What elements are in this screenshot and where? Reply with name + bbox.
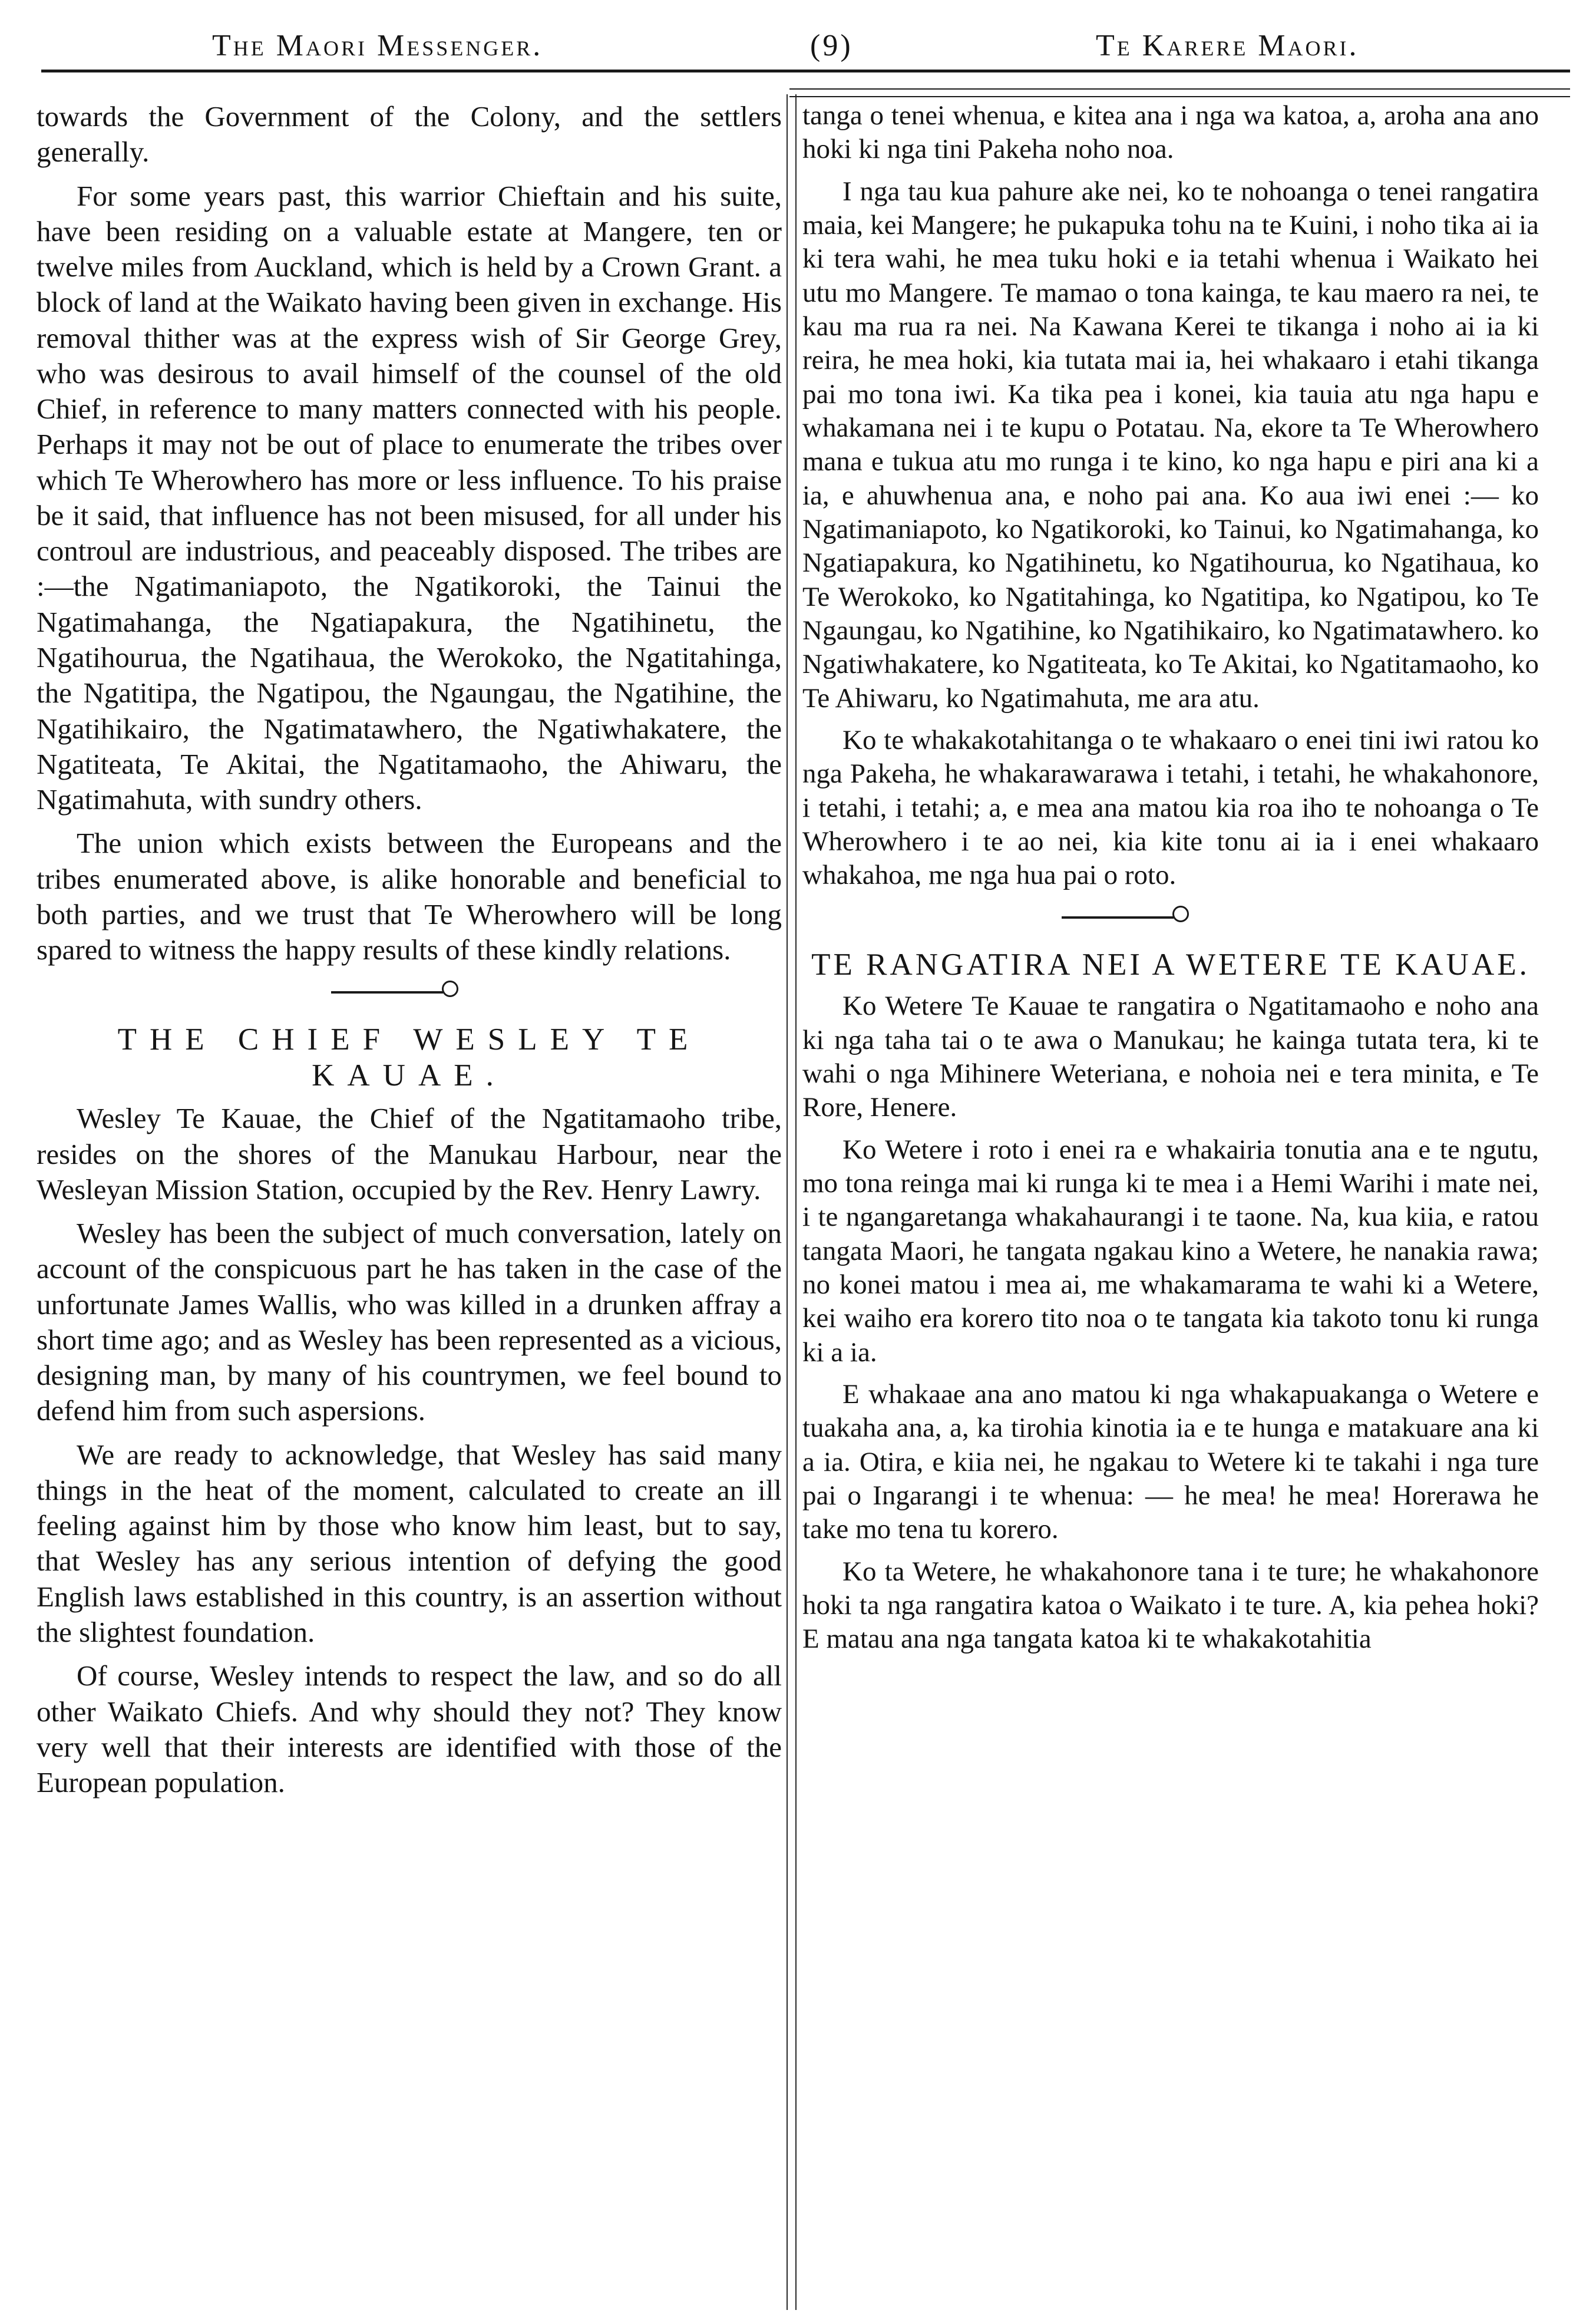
maori-column [802,99,1539,1656]
maori-paragraph-2: I nga tau kua pahure ake nei, ko te nohoanga o tenei rangatira maia, kei Mangere; he pukapuka tohu na te Kuini, i noho tika ai ia ki tera wahi, he mea tuku hoki e ia tetahi whenua i Waikato hei utu mo Mangere. Te mamao o tona kainga, te kau maero ra nei, te kau ma rua ra nei. Na Kawana Kerei te tikanga i noho ai ia ki reira, he mea hoki, kia tutata mai ia, hei whakaaro i etahi tikanga pai mo tona iwi. Ka tika pea i konei, kia tauia atu nga hapu e whakamana nei i te kupu o Potatau. Na, ekore ta Te Wherowhero mana e tukua atu mo runga i te kino, ko nga hapu e piri ana ki a ia, e ahuwhenua ana, e noho pai ana. Ko aua iwi enei :— ko Ngatimaniapoto, ko Ngatikoroki, ko Tainui, ko Ngatimahanga, ko Ngatiapakura, ko Ngatihinetu, ko Ngatihourua, ko Ngatihaua, ko Te Werokoko, ko Ngatitahinga, ko Ngatitipa, ko Ngatipou, ko Te Ngaungau, ko Ngatihine, ko Ngatihikairo, ko Ngatimatawhero. ko Ngatiwhakatere, ko Ngatiteata, ko Te Akitai, ko Ngatitamaoho, ko Te Ahiwaru, ko Ngatimahuta, me ara atu. [802,176,1539,714]
english-paragraph-2: For some years past, this warrior Chieftain and his suite, have been residing on a valuable estate at Mangere, ten or twelve miles from Auckland, which is held by a Crown Grant. a block of land at the Waikato having been given in exchange. His removal thither was at the express wish of Sir George Grey, who was desirous to avail himself of the counsel of the old Chief, in reference to many matters connected with his people. Perhaps it may not be out of place to enumerate the tribes over which Te Wherowhero has more or less influence. To his praise be it said, that influence has not been misused, for all under his controul are industrious, and peaceably disposed. The tribes are :—the Ngatimaniapoto, the Ngatikoroki, the Tainui the Ngatimahanga, the Ngatiapakura, the Ngatihinetu, the Ngatihourua, the Ngatihaua, the Werokoko, the Ngatitahinga, the Ngatitipa, the Ngatipou, the Ngaungau, the Ngatihine, the Ngatihikairo, the Ngatimatawhero, the Ngatiwhakatere, the Ngatiteata, Te Akitai, the Ngatitamaoho, the Ahiwaru, the Ngatimahuta, with sundry others. [37,179,782,816]
section-divider-ornament [37,968,782,1015]
column-divider-right [795,94,797,2310]
english-paragraph-5: Wesley has been the subject of much conversation, lately on account of the conspicuous part he has taken in the case of the unfortunate James Wallis, who was killed in a drunken affray a short time ago; and as Wesley has been represented as a vicious, designing man, by many of his countrymen, we feel bound to defend him from such aspersions. [37,1217,782,1427]
section-divider-ornament [802,893,1539,940]
english-paragraph-3: The union which exists between the Europeans and the tribes enumerated above, is alike honorable and beneficial to both parties, and we trust that Te Wherowhero will be long spared to witness the happy results of these kindly relations. [37,827,782,966]
column-divider-left [787,94,788,2310]
header-english-title: The Maori Messenger. [212,29,543,62]
maori-paragraph-6: E whakaae ana ano matou ki nga whakapuakanga o Wetere e tuakaha ana, a, ka tirohia kinotia ia e te hunga e matakuare ana ki a ia. Otira, e kiia nei, he ngakau to Wetere ki te takahi i nga ture pai o Ingarangi i te whenua: — he mea! he mea! Horerawa he take mo tena tu korero. [802,1379,1539,1545]
maori-paragraph-1: tanga o tenei whenua, e kitea ana i nga wa katoa, a, aroha ana ano hoki ki nga tini Pakeha noho noa. [802,100,1539,165]
header-rule [41,70,1570,72]
english-paragraph-1: towards the Government of the Colony, and the settlers generally. [37,100,782,169]
english-paragraph-4: Wesley Te Kauae, the Chief of the Ngatitamaoho tribe, resides on the shores of the Manukau Harbour, near the Wesleyan Mission Station, occupied by the Rev. Henry Lawry. [37,1102,782,1206]
divider-line [331,991,443,994]
maori-paragraph-4: Ko Wetere Te Kauae te rangatira o Ngatitamaoho e noho ana ki nga taha tai o te awa o Manukau; he kainga tutata tera, ki te wahi o nga Mihinere Weteriana, e nohoia nei e tera minita, e Te Rore, Henere. [802,991,1539,1123]
english-column [37,99,782,1800]
english-paragraph-6: We are ready to acknowledge, that Wesley has said many things in the heat of the moment, calculated to create an ill feeling against him by those who know him least, but to say, that Wesley has any serious intention of defying the good English laws established in this country, is an assertion without the slightest foundation. [37,1438,782,1648]
divider-circle [1172,906,1189,922]
divider-line [1062,916,1174,919]
maori-paragraph-5: Ko Wetere i roto i enei ra e whakairia tonutia ana e te ngutu, mo tona reinga mai ki runga ki te mea i a Hemi Warihi i mate nei, i te ngangaretanga whakahaurangi i te taone. Na, kua kiia, e ratou tangata Maori, he tangata ngakau kino a Wetere, he nanakia rawa; no konei matou i mea ai, me whakamarama te wahi ki a Wetere, kei waiho era korero tito noa o te tangata kia takoto tonu ki runga ki a ia. [802,1134,1539,1368]
header-maori-title: Te Karere Maori. [1096,29,1359,62]
english-paragraph-7: Of course, Wesley intends to respect the law, and so do all other Waikato Chiefs. And why should they not? They know very well that their interests are identified with those of the European population. [37,1659,782,1799]
right-header-rule-lower [789,96,1570,97]
right-header-rule-upper [789,88,1570,90]
running-header [41,12,1538,77]
maori-article-heading: TE RANGATIRA NEI A WETERE TE KAUAE. [811,947,1530,982]
divider-circle [442,981,458,997]
maori-paragraph-3: Ko te whakakotahitanga o te whakaaro o enei tini iwi ratou ko nga Pakeha, he whakarawarawa i tetahi, i tetahi, he whakahonore, i tetahi, i tetahi; a, e mea ana matou kia roa iho te nohoanga o Te Wherowhero i te ao nei, kia kite tonu ai ia i enei whakaaro whakahoa, me nga hua pai o roto. [802,724,1539,891]
maori-paragraph-7: Ko ta Wetere, he whakahonore tana i te ture; he whakahonore hoki ta nga rangatira katoa o Waikato i te ture. A, kia pehea hoki? E matau ana nga tangata katoa ki te whakakotahitia [802,1556,1539,1655]
english-article-heading: THE CHIEF WESLEY TE KAUAE. [117,1022,701,1093]
header-page-number: (9) [810,29,853,62]
